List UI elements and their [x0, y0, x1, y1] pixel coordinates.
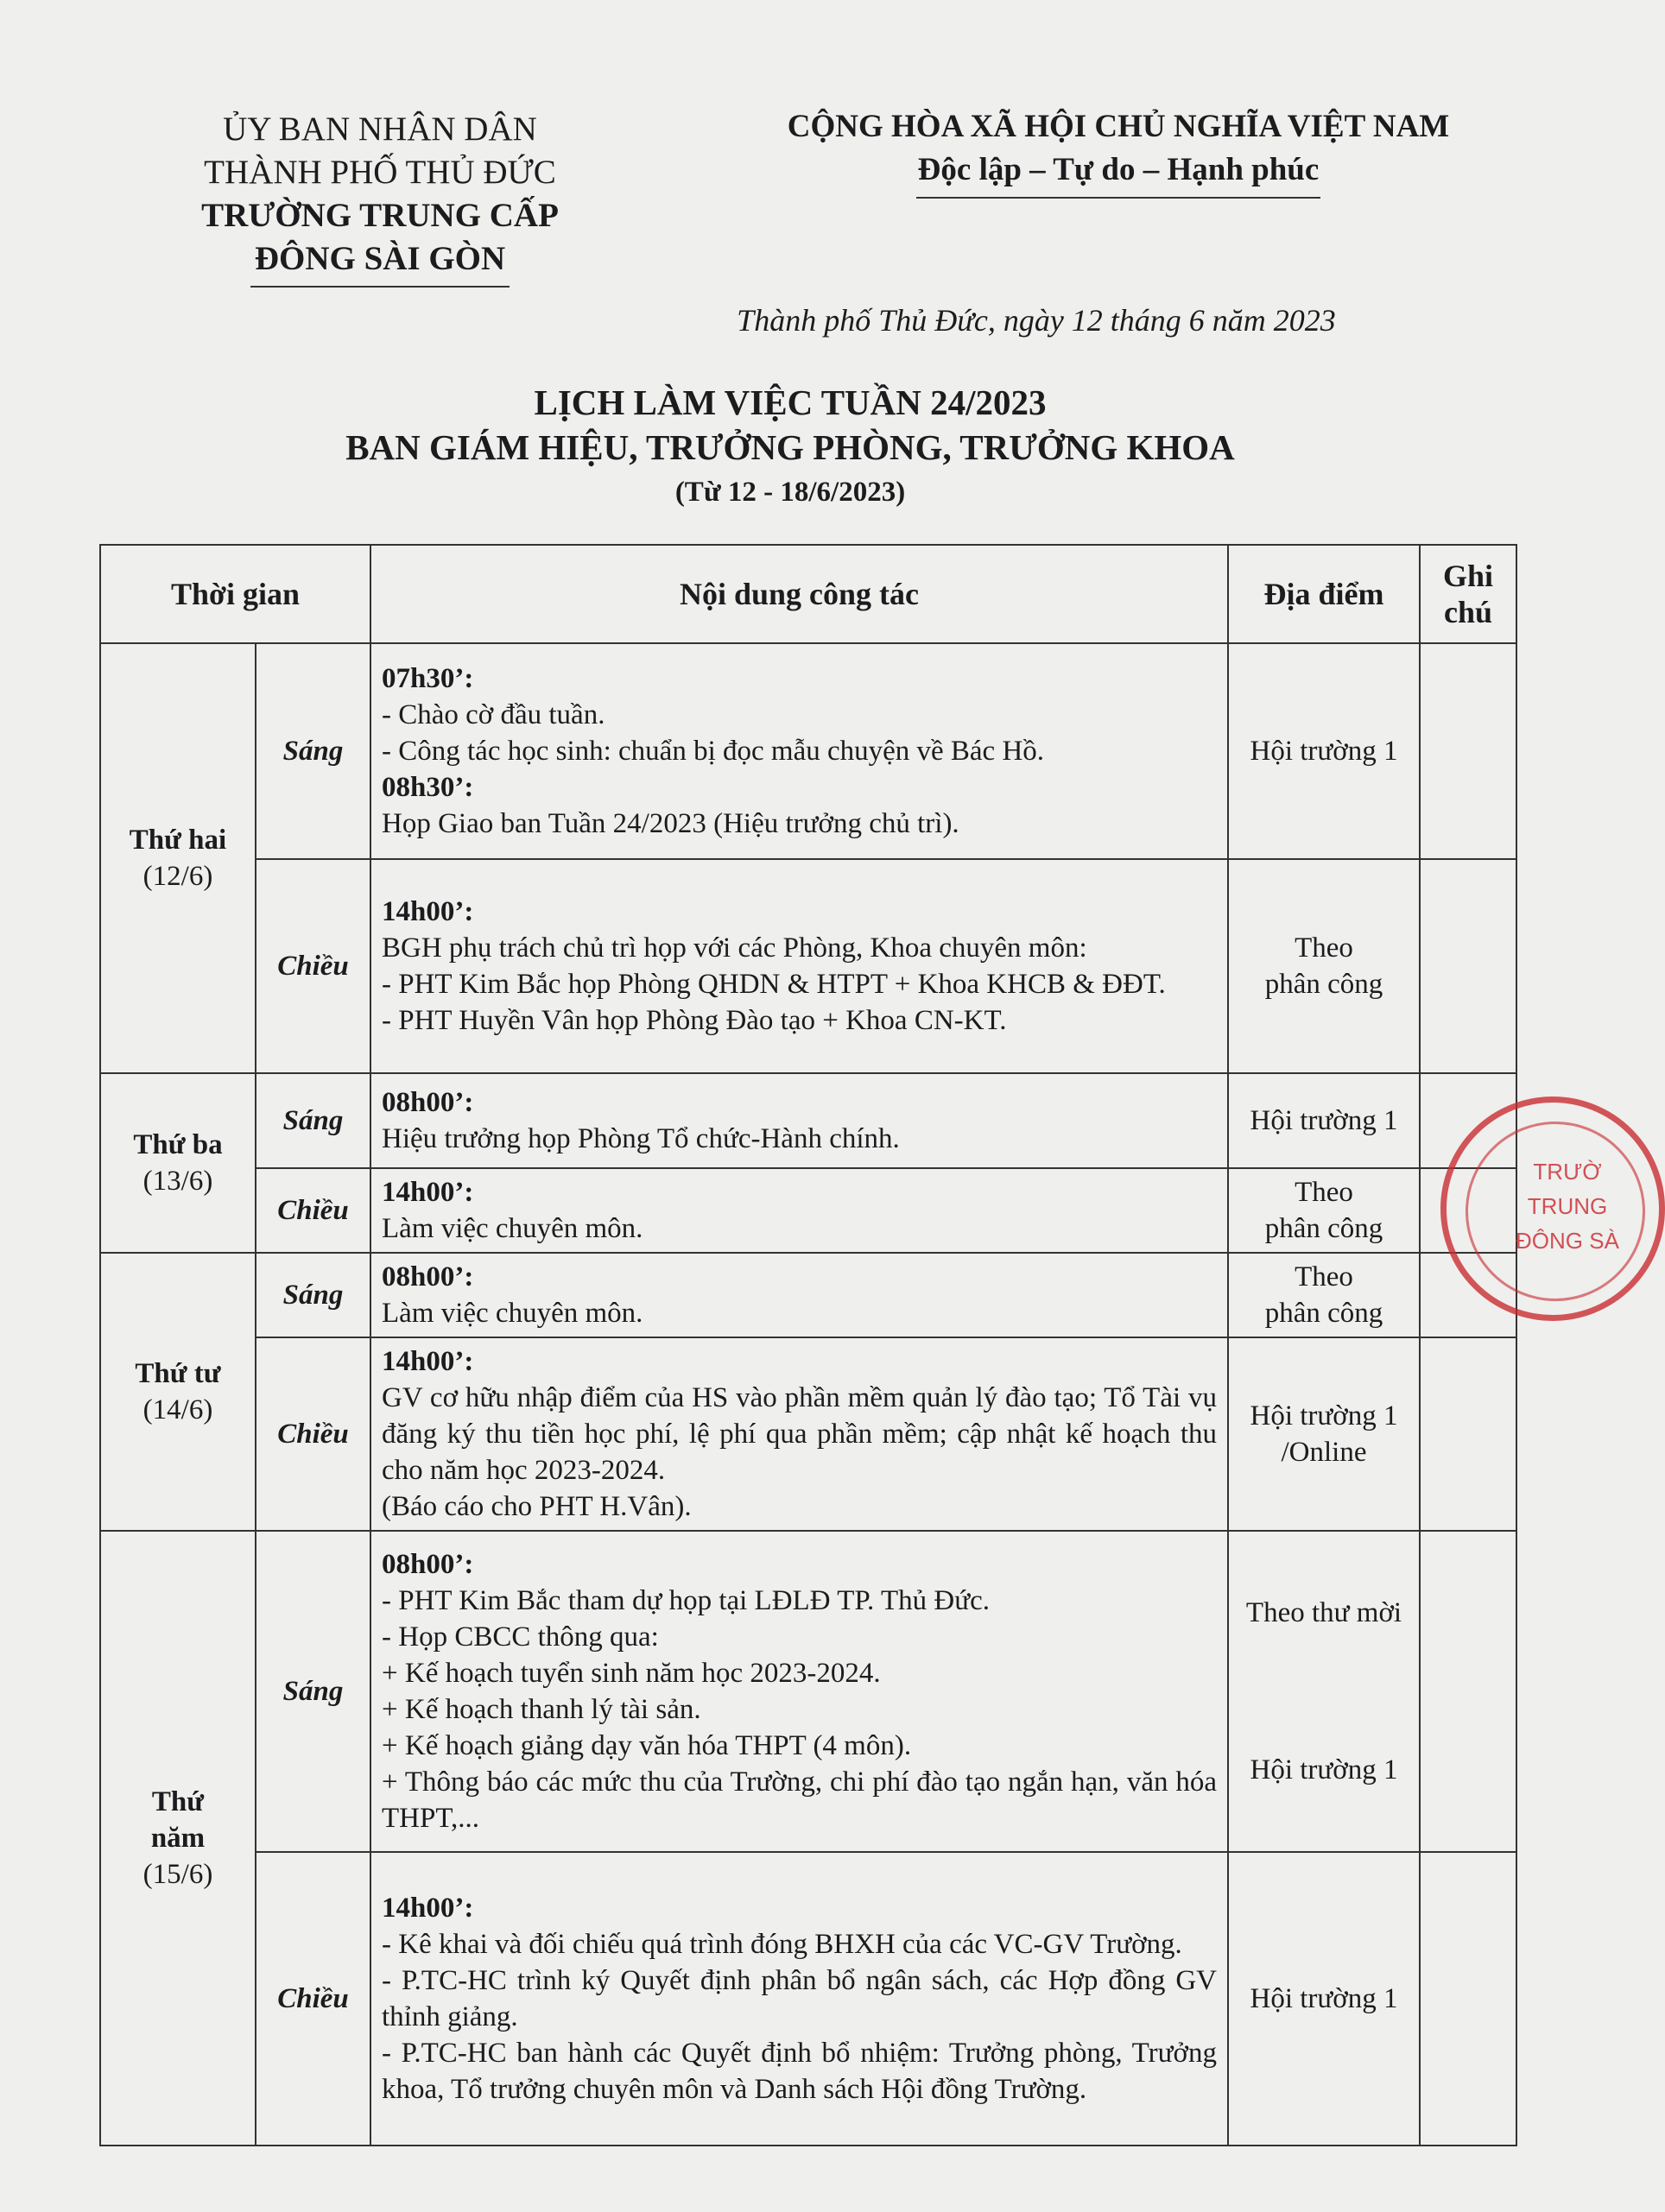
place-line: phân công [1264, 1213, 1383, 1244]
day-name: Thứ ba [133, 1129, 223, 1160]
place-line: Theo thư mời [1245, 1597, 1402, 1628]
issuer-line-3: TRƯỜNG TRUNG CẤP [201, 197, 559, 234]
note-cell [1420, 859, 1516, 1073]
content-cell [370, 1852, 1228, 2146]
day-name: Thứ [151, 1786, 205, 1817]
content-cell [370, 859, 1228, 1073]
session-cell: Sáng [256, 643, 370, 859]
note-cell [1420, 1531, 1516, 1852]
title-line-1: LỊCH LÀM VIỆC TUẦN 24/2023 [534, 382, 1047, 422]
day-name: năm [150, 1823, 206, 1854]
day-date: (14/6) [142, 1394, 213, 1425]
content-line: - P.TC-HC ban hành các Quyết định bổ nhiệm: Trưởng phòng, Trưởng khoa, Tổ trưởng chuyên môn và Danh sách Hội đồng Trường. [382, 2038, 1217, 2105]
time-label: 08h00’: [382, 1549, 474, 1580]
place-line: Theo [1295, 1261, 1353, 1292]
header-time: Thời gian [100, 545, 370, 643]
header-note: Ghi chú [1420, 545, 1516, 643]
content-line: BGH phụ trách chủ trì họp với các Phòng, Khoa chuyên môn: [382, 932, 1087, 964]
content-line: - Công tác học sinh: chuẩn bị đọc mẫu chuyện về Bác Hồ. [382, 736, 1045, 767]
official-seal [1440, 1097, 1665, 1321]
national-motto: Độc lập – Tự do – Hạnh phúc [916, 149, 1321, 199]
table-row [100, 1073, 1516, 1168]
time-label: 14h00’: [382, 1893, 474, 1924]
time-label: 14h00’: [382, 1346, 474, 1377]
issuer-line-2: THÀNH PHỐ THỦ ĐỨC [204, 154, 556, 191]
content-cell [370, 1073, 1228, 1168]
day-name: Thứ hai [129, 825, 227, 856]
day-date: (15/6) [142, 1859, 213, 1890]
note-cell [1420, 1337, 1516, 1531]
schedule-table [99, 544, 1517, 2146]
table-header-row [100, 545, 1516, 643]
time-label: 14h00’: [382, 1177, 474, 1208]
place-line: phân công [1264, 969, 1383, 1000]
table-row [100, 1168, 1516, 1253]
time-label: 08h00’: [382, 1087, 474, 1118]
document-title [155, 380, 1425, 515]
session-cell: Sáng [256, 1531, 370, 1852]
content-line: - PHT Kim Bắc tham dự họp tại LĐLĐ TP. Thủ Đức. [382, 1585, 990, 1616]
content-line: - PHT Kim Bắc họp Phòng QHDN & HTPT + Khoa KHCB & ĐĐT. [382, 969, 1166, 1000]
day-date: (13/6) [142, 1166, 213, 1197]
table-row [100, 643, 1516, 859]
time-label: 07h30’: [382, 663, 474, 694]
issuer-header [186, 108, 574, 288]
place-cell: Hội trường 1 [1228, 1073, 1420, 1168]
national-title: CỘNG HÒA XÃ HỘI CHỦ NGHĨA VIỆT NAM [787, 109, 1450, 144]
session-cell: Sáng [256, 1253, 370, 1337]
content-line: - P.TC-HC trình ký Quyết định phân bổ ngân sách, các Hợp đồng GV thỉnh giảng. [382, 1965, 1217, 2032]
day-cell-mon [100, 643, 256, 1073]
content-cell [370, 1168, 1228, 1253]
header-place: Địa điểm [1228, 545, 1420, 643]
place-line: Theo [1295, 1177, 1353, 1208]
session-cell: Chiều [256, 1337, 370, 1531]
content-line: GV cơ hữu nhập điểm của HS vào phần mềm quản lý đào tạo; Tổ Tài vụ đăng ký thu tiền học phí, lệ phí qua phần mềm; cập nhật kế hoạch thu cho năm học 2023-2024. [382, 1382, 1217, 1486]
day-date: (12/6) [142, 861, 213, 892]
place-cell [1228, 1337, 1420, 1531]
content-line: - PHT Huyền Vân họp Phòng Đào tạo + Khoa CN-KT. [382, 1005, 1007, 1036]
table-row [100, 1852, 1516, 2146]
content-line: Họp Giao ban Tuần 24/2023 (Hiệu trưởng chủ trì). [382, 808, 959, 839]
seal-text-line: TRUNG [1527, 1193, 1608, 1219]
content-line: - Họp CBCC thông qua: [382, 1621, 659, 1653]
day-name: Thứ tư [135, 1358, 221, 1389]
content-line: - Chào cờ đầu tuần. [382, 699, 605, 730]
session-cell: Chiều [256, 859, 370, 1073]
place-cell [1228, 1253, 1420, 1337]
content-line: + Kế hoạch tuyển sinh năm học 2023-2024. [382, 1658, 881, 1689]
content-cell [370, 1337, 1228, 1531]
content-cell [370, 1253, 1228, 1337]
time-label: 14h00’: [382, 896, 474, 927]
place-cell [1228, 1168, 1420, 1253]
issuer-line-4: ĐÔNG SÀI GÒN [254, 240, 506, 277]
time-label: 08h30’: [382, 772, 474, 803]
content-line: - Kê khai và đối chiếu quá trình đóng BHXH của các VC-GV Trường. [382, 1929, 1182, 1960]
place-cell: Hội trường 1 [1228, 1852, 1420, 2146]
content-line: (Báo cáo cho PHT H.Vân). [382, 1491, 692, 1522]
place-cell [1228, 1531, 1420, 1852]
issue-date: Thành phố Thủ Đức, ngày 12 tháng 6 năm 2023 [737, 303, 1336, 338]
title-line-2: BAN GIÁM HIỆU, TRƯỞNG PHÒNG, TRƯỞNG KHOA [345, 427, 1235, 467]
header-content: Nội dung công tác [370, 545, 1228, 643]
seal-text-line: TRƯỜ [1533, 1159, 1602, 1185]
content-cell [370, 1531, 1228, 1852]
content-line: Hiệu trưởng họp Phòng Tổ chức-Hành chính. [382, 1123, 900, 1154]
time-label: 08h00’: [382, 1261, 474, 1292]
table-row [100, 859, 1516, 1073]
table-row [100, 1253, 1516, 1337]
place-line: phân công [1264, 1298, 1383, 1329]
table-row [100, 1531, 1516, 1852]
place-line: Theo [1295, 932, 1353, 964]
seal-text-line: ĐÔNG SÀ [1516, 1228, 1619, 1254]
issuer-line-1: ỦY BAN NHÂN DÂN [223, 111, 537, 148]
session-cell: Chiều [256, 1852, 370, 2146]
place-line: Hội trường 1 [1250, 1754, 1398, 1785]
content-line: + Kế hoạch thanh lý tài sản. [382, 1694, 701, 1725]
session-cell: Chiều [256, 1168, 370, 1253]
day-cell-thu [100, 1531, 256, 2146]
place-line: /Online [1281, 1437, 1367, 1468]
day-cell-tue [100, 1073, 256, 1253]
session-cell: Sáng [256, 1073, 370, 1168]
content-cell [370, 643, 1228, 859]
content-line: Làm việc chuyên môn. [382, 1213, 643, 1244]
content-line: + Kế hoạch giảng dạy văn hóa THPT (4 môn). [382, 1730, 912, 1761]
day-cell-wed [100, 1253, 256, 1531]
note-cell [1420, 1852, 1516, 2146]
content-line: + Thông báo các mức thu của Trường, chi phí đào tạo ngắn hạn, văn hóa THPT,... [382, 1766, 1217, 1834]
content-line: Làm việc chuyên môn. [382, 1298, 643, 1329]
place-cell [1228, 859, 1420, 1073]
place-cell: Hội trường 1 [1228, 643, 1420, 859]
title-line-3: (Từ 12 - 18/6/2023) [674, 477, 906, 508]
note-cell [1420, 643, 1516, 859]
seal-text [1481, 1154, 1654, 1258]
national-header [665, 105, 1572, 199]
issuer-underline [250, 286, 510, 288]
place-line: Hội trường 1 [1250, 1400, 1398, 1431]
table-row [100, 1337, 1516, 1531]
